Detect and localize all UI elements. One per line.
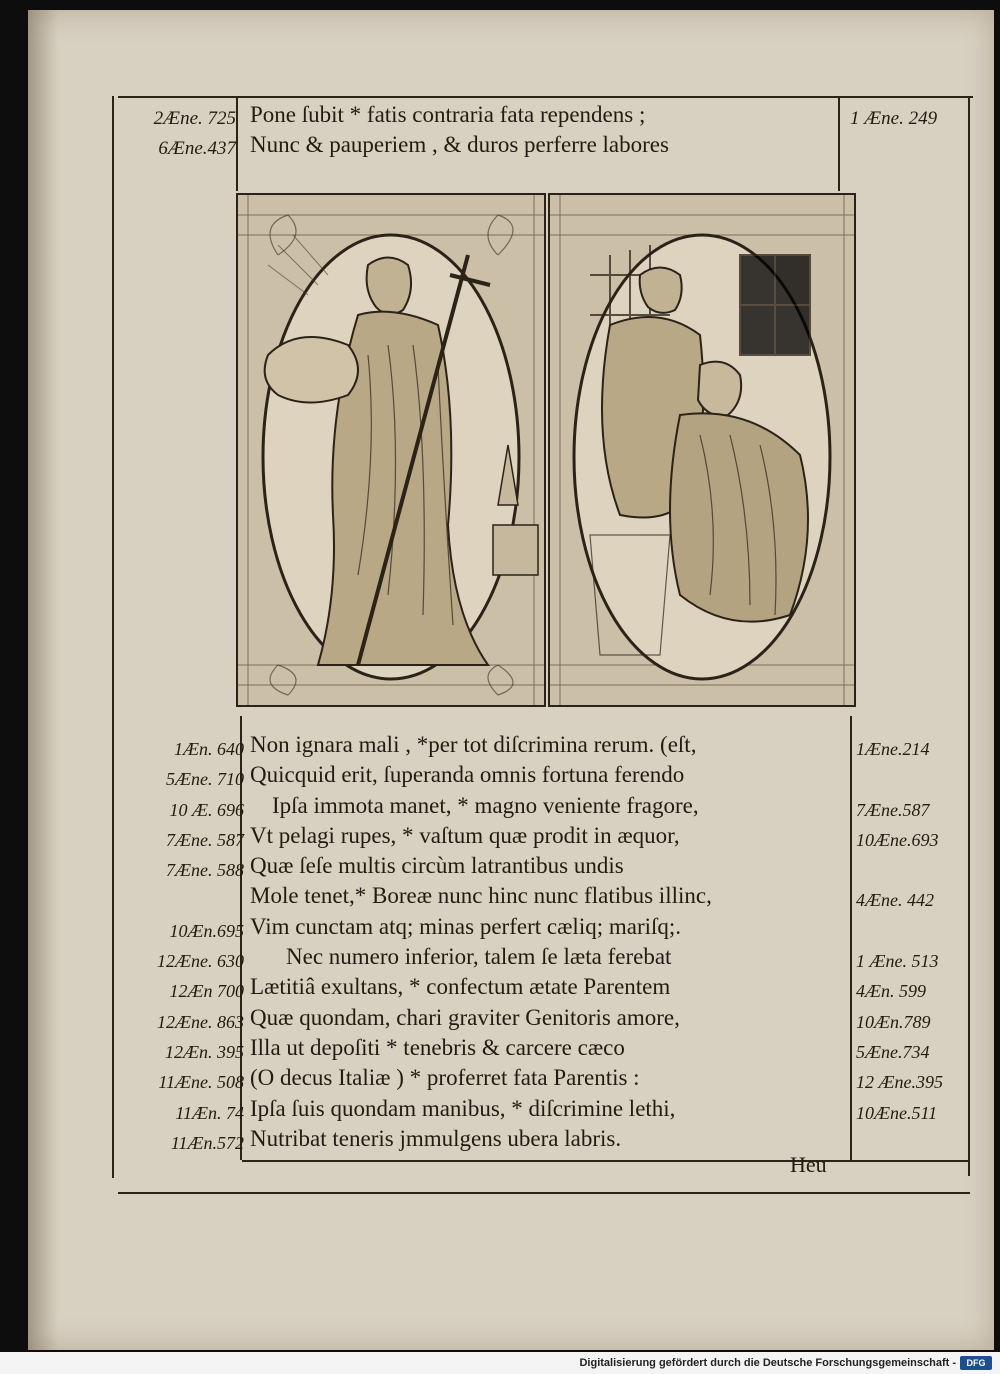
top-verse-line-2: Nunc & pauperiem , & duros perferre labores xyxy=(250,132,669,157)
ref-right-12: 12 Æne.395 xyxy=(856,1072,943,1093)
body-line-1: Non ignara mali , *per tot diſcrimina rerum. (eſt, xyxy=(250,732,697,757)
woodcut-left-image xyxy=(238,195,544,705)
ref-left-3: 10 Æ. 696 xyxy=(169,799,244,820)
ref-left-9: 12Æn 700 xyxy=(169,981,244,1002)
ref-left-1: 1Æn. 640 xyxy=(173,739,244,759)
body-line-10: Quæ quondam, chari graviter Genitoris amore, xyxy=(250,1004,680,1030)
body-line-12: (O decus Italiæ ) * proferret fata Parentis : xyxy=(250,1065,640,1091)
ref-right-4: 10Æne.693 xyxy=(856,829,939,850)
dfg-logo: DFG xyxy=(960,1356,992,1370)
body-line-7: Vim cunctam atq; minas perfert cæliq; mariſq;. xyxy=(250,913,682,939)
body-line-3: Ipſa immota manet, * magno veniente fragore, xyxy=(272,792,699,818)
top-refs-left xyxy=(118,104,236,164)
body-line-2: Quicquid erit, ſuperanda omnis fortuna ferendo xyxy=(250,762,685,788)
body-refs-right xyxy=(856,734,974,1158)
ref-right-6: 4Æne. 442 xyxy=(856,890,934,911)
top-verse xyxy=(250,100,810,160)
ref-right-8: 1 Æne. 513 xyxy=(856,951,939,972)
ref-right-14 xyxy=(856,1128,974,1158)
body-verse xyxy=(250,730,860,1154)
ref-right-9: 4Æn. 599 xyxy=(856,981,927,1002)
ref-left-6 xyxy=(108,885,244,915)
body-line-5: Quæ ſeſe multis circùm latrantibus undis xyxy=(250,853,624,879)
body-refs-left xyxy=(108,734,244,1158)
ref-right-5 xyxy=(856,855,974,885)
top-verse-line-1: Pone ſubit * fatis contraria fata rependens ; xyxy=(250,102,646,127)
ref-left-7: 10Æn.695 xyxy=(169,920,244,941)
body-line-8: Nec numero inferior, talem ſe læta ferebat xyxy=(286,944,672,970)
ref-left-12: 11Æne. 508 xyxy=(158,1072,244,1093)
rule-bottom xyxy=(118,1192,970,1194)
ref-right-11: 5Æne.734 xyxy=(856,1041,930,1062)
rule-header-left xyxy=(236,96,238,191)
ref-right-2 xyxy=(856,764,974,794)
top-ref-right-1: 1 Æne. 249 xyxy=(850,108,938,129)
ref-left-5: 7Æne. 588 xyxy=(166,860,244,881)
rule-header-right xyxy=(838,96,840,191)
woodcut-right xyxy=(548,193,856,707)
body-line-13: Ipſa ſuis quondam manibus, * diſcrimine lethi, xyxy=(250,1095,676,1121)
top-ref-left-1: 2Æne. 725 xyxy=(153,108,236,129)
ref-right-13: 10Æne.511 xyxy=(856,1102,938,1123)
footer-credit: Digitalisierung gefördert durch die Deutsche Forschungsgemeinschaft - xyxy=(579,1357,956,1369)
ref-right-7 xyxy=(856,916,974,946)
catchword: Heu xyxy=(790,1152,827,1177)
ref-left-8: 12Æne. 630 xyxy=(157,951,244,972)
body-line-4: Vt pelagi rupes, * vaſtum quæ prodit in æquor, xyxy=(250,822,680,848)
ref-left-4: 7Æne. 587 xyxy=(166,829,244,850)
ref-left-10: 12Æne. 863 xyxy=(157,1011,244,1032)
rule-header-top xyxy=(118,96,973,98)
ref-right-10: 10Æn.789 xyxy=(856,1011,931,1032)
ref-right-1: 1Æne.214 xyxy=(856,739,930,759)
body-line-11: Illa ut depoſiti * tenebris & carcere cæco xyxy=(250,1034,625,1060)
woodcut-left xyxy=(236,193,546,707)
rule-catch xyxy=(242,1160,970,1162)
body-line-6: Mole tenet,* Boreæ nunc hinc nunc flatibus illinc, xyxy=(250,883,712,909)
ref-left-13: 11Æn. 74 xyxy=(175,1102,244,1123)
body-line-9: Lætitiâ exultans, * confectum ætate Parentem xyxy=(250,974,671,1000)
top-refs-right xyxy=(850,104,970,134)
ref-left-11: 12Æn. 395 xyxy=(164,1041,244,1062)
ref-right-3: 7Æne.587 xyxy=(856,799,930,820)
ref-left-14: 11Æn.572 xyxy=(170,1132,244,1153)
ref-left-2: 5Æne. 710 xyxy=(166,769,244,790)
top-ref-left-2: 6Æne.437 xyxy=(158,138,236,159)
woodcut-right-image xyxy=(550,195,854,705)
body-line-14: Nutribat teneris jmmulgens ubera labris. xyxy=(250,1125,622,1151)
